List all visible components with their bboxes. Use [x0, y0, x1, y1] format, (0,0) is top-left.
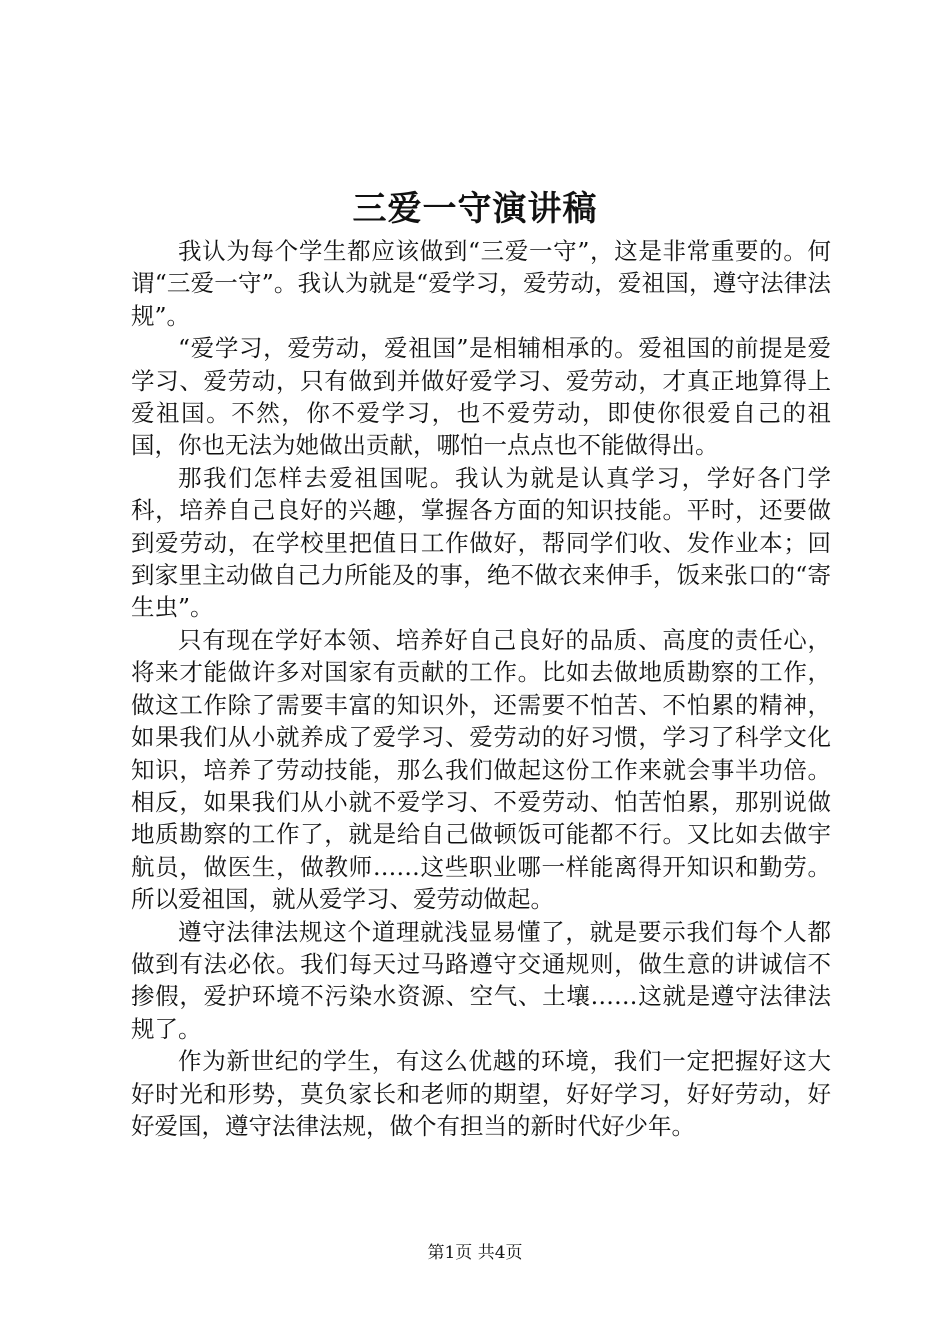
paragraph: 那我们怎样去爱祖国呢。我认为就是认真学习，学好各门学科，培养自己良好的兴趣，掌握各方面的知识技能。平时，还要做到爱劳动，在学校里把值日工作做好，帮同学们收、发作业本；回到家里主动做自己力所能及的事，绝不做衣来伸手，饭来张口的“寄生虫”。: [131, 463, 831, 622]
paragraph: 遵守法律法规这个道理就浅显易懂了，就是要示我们每个人都做到有法必依。我们每天过马路遵守交通规则，做生意的讲诚信不掺假，爱护环境不污染水资源、空气、土壤……这就是遵守法律法规了。: [131, 917, 831, 1043]
paragraph: “爱学习，爱劳动，爱祖国”是相辅相承的。爱祖国的前提是爱学习、爱劳动，只有做到并做好爱学习、爱劳动，才真正地算得上爱祖国。不然，你不爱学习，也不爱劳动，即使你很爱自己的祖国，你也无法为她做出贡献，哪怕一点点也不能做得出。: [131, 334, 831, 460]
paragraph: 作为新世纪的学生，有这么优越的环境，我们一定把握好这大好时光和形势，莫负家长和老师的期望，好好学习，好好劳动，好好爱国，遵守法律法规，做个有担当的新时代好少年。: [131, 1047, 831, 1140]
document-body: [131, 235, 831, 1142]
paragraph: 只有现在学好本领、培养好自己良好的品质、高度的责任心，将来才能做许多对国家有贡献的工作。比如去做地质勘察的工作，做这工作除了需要丰富的知识外，还需要不怕苦、不怕累的精神，如果我们从小就养成了爱学习、爱劳动的好习惯，学习了科学文化知识，培养了劳动技能，那么我们做起这份工作来就会事半功倍。相反，如果我们从小就不爱学习、不爱劳动、怕苦怕累，那别说做地质勘察的工作了，就是给自己做顿饭可能都不行。又比如去做宇航员，做医生，做教师……这些职业哪一样能离得开知识和勤劳。所以爱祖国，就从爱学习、爱劳动做起。: [131, 625, 831, 914]
document-title: 三爱一守演讲稿: [352, 189, 598, 229]
page-number-footer: 第1页 共4页: [427, 1243, 523, 1263]
paragraph: 我认为每个学生都应该做到“三爱一守”，这是非常重要的。何谓“三爱一守”。我认为就是“爱学习，爱劳动，爱祖国，遵守法律法规”。: [131, 237, 831, 330]
